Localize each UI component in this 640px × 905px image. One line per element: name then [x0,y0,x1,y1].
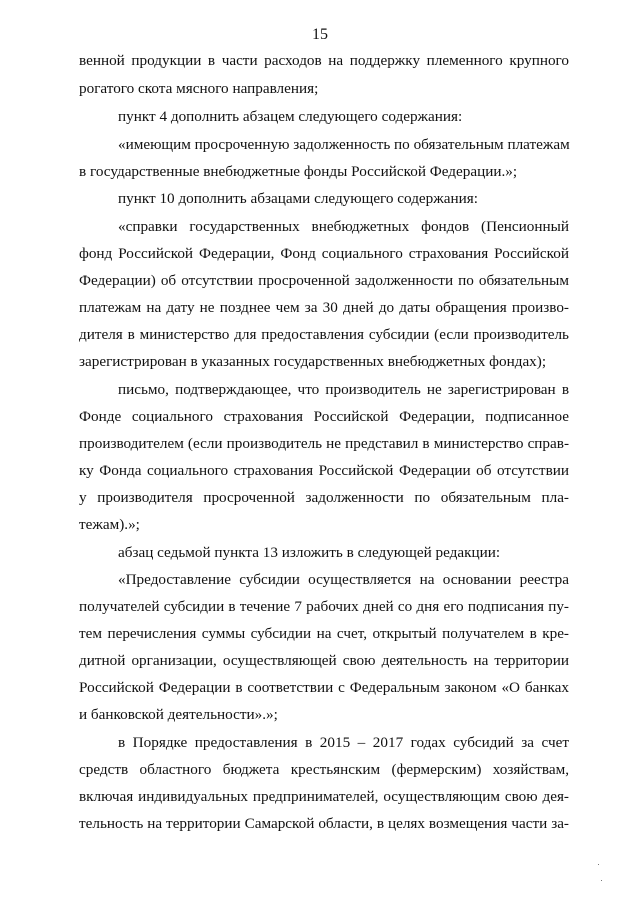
text-line: «Предоставление субсидии осуществляется на основании реестра [118,571,569,588]
text-line: тежам).»; [79,516,140,533]
text-line: рогатого скота мясного направления; [79,80,319,97]
text-line: получателей субсидии в течение 7 рабочих дней со дня его подписания пу- [79,598,569,615]
text-line: платежам на дату не позднее чем за 30 дней до даты обращения произво- [79,299,569,316]
page-number: 15 [312,26,328,43]
text-line: и банковской деятельности».»; [79,706,278,723]
text-line: пункт 4 дополнить абзацем следующего содержания: [118,108,463,125]
text-line: зарегистрирован в указанных государственных внебюджетных фондах); [79,353,547,370]
text-line: письмо, подтверждающее, что производитель не зарегистрирован в [118,381,569,398]
text-line: венной продукции в части расходов на поддержку племенного крупного [79,52,569,69]
text-line: дителя в министерство для предоставления субсидии (если производитель [79,326,569,343]
text-line: тельность на территории Самарской области, в целях возмещения части за- [79,815,569,832]
text-line: абзац седьмой пункта 13 изложить в следующей редакции: [118,544,501,561]
text-line: в государственные внебюджетные фонды Российской Федерации.»; [79,163,518,180]
text-line: производителем (если производитель не представил в министерство справ- [79,435,569,452]
scan-speck [601,880,602,881]
text-line: у производителя просроченной задолженности по обязательным пла- [79,489,569,506]
text-line: «справки государственных внебюджетных фондов (Пенсионный [118,218,569,235]
text-line: пункт 10 дополнить абзацами следующего содержания: [118,190,478,207]
text-line: «имеющим просроченную задолженность по обязательным платежам [118,136,570,153]
scan-speck [598,864,599,865]
text-line: ку Фонда социального страхования Российской Федерации об отсутствии [79,462,569,479]
text-line: дитной организации, осуществляющей свою деятельность на территории [79,652,569,669]
text-line: в Порядке предоставления в 2015 – 2017 годах субсидий за счет [118,734,569,751]
text-line: Фонде социального страхования Российской Федерации, подписанное [79,408,569,425]
text-line: фонд Российской Федерации, Фонд социального страхования Российской [79,245,569,262]
text-line: тем перечисления суммы субсидии на счет, открытый получателем в кре- [79,625,569,642]
text-line: включая индивидуальных предпринимателей, осуществляющим свою дея- [79,788,569,805]
text-line: Российской Федерации в соответствии с Федеральным законом «О банках [79,679,569,696]
text-line: Федерации) об отсутствии просроченной задолженности по обязательным [79,272,569,289]
text-line: средств областного бюджета крестьянским (фермерским) хозяйствам, [79,761,569,778]
